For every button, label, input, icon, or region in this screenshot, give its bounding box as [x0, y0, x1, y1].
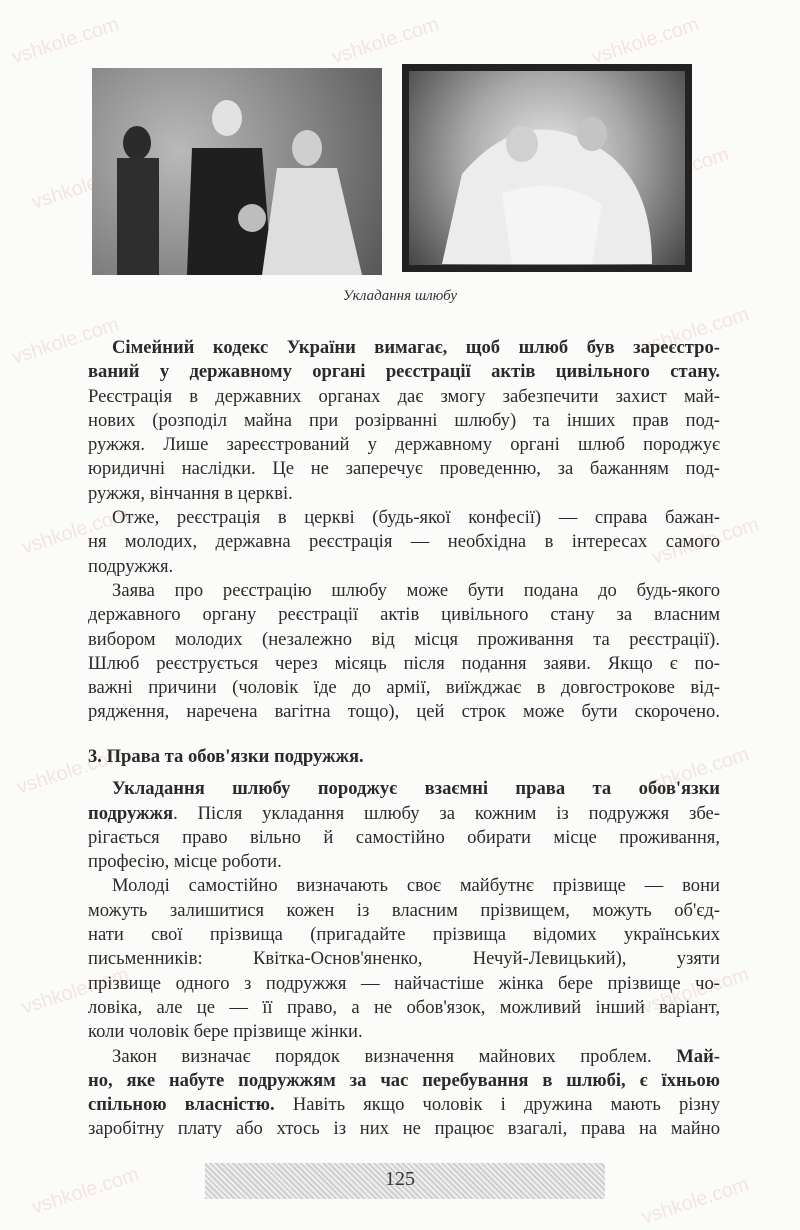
text: ружжя, вінчання в церкві.: [88, 482, 293, 504]
text-line: [88, 802, 720, 826]
text-line: [88, 676, 720, 700]
text-line: [88, 1045, 720, 1069]
watermark-text: vshkole.com: [9, 13, 122, 69]
spacer: [88, 769, 720, 777]
text: Отже, реєстрація в церкві (будь-якої конфесії) — справа бажан-: [112, 507, 720, 529]
text: подружжя.: [88, 555, 174, 577]
text-line: [88, 457, 720, 481]
wedding-couple-illustration: [92, 68, 382, 275]
wedding-registration-photo: [92, 68, 382, 275]
text-line: [88, 336, 720, 360]
text: юридичні наслідки. Це не заперечує проведенню, за бажанням под-: [88, 458, 720, 480]
text-line: [88, 555, 720, 579]
text: професію, місце роботи.: [88, 851, 282, 873]
text: Реєстрація в державних органах дає змогу забезпечити захист май-: [88, 385, 720, 407]
section-heading: [88, 745, 720, 769]
text: нати свої прізвища (пригадайте прізвища відомих українських: [88, 924, 720, 946]
watermark-text: vshkole.com: [9, 313, 122, 369]
text-line: [88, 506, 720, 530]
text-line: [88, 826, 720, 850]
text: коли чоловік бере прізвище жінки.: [88, 1021, 363, 1043]
text: Навіть якщо чоловік і дружина мають різну: [274, 1094, 721, 1116]
text-line: [88, 409, 720, 433]
watermark-text: vshkole.com: [29, 1163, 142, 1219]
text-line: [88, 996, 720, 1020]
watermark-text: vshkole.com: [19, 503, 132, 559]
bold-text: Сімейний кодекс України вимагає, щоб шлюб був зареєстро-: [112, 337, 720, 358]
text-line: [88, 360, 720, 384]
text-line: [88, 1117, 720, 1141]
text: Шлюб реєструється через місяць після подання заяви. Якщо є по-: [88, 652, 720, 674]
text: прізвище одного з подружжя — найчастіше жінка бере прізвище чо-: [88, 972, 720, 994]
text-line: [88, 923, 720, 947]
watermark-text: vshkole.com: [329, 13, 442, 69]
text-line: [88, 628, 720, 652]
text-block-marriage-registration: [88, 336, 720, 725]
text: ловіка, але це — її право, а не обов'язок, можливий інший варіант,: [88, 996, 720, 1018]
text-line: [88, 530, 720, 554]
page-number: 125: [385, 1168, 415, 1190]
watermark-text: vshkole.com: [589, 13, 702, 69]
text-line: [88, 899, 720, 923]
watermark-text: vshkole.com: [639, 303, 752, 359]
watermark-text: vshkole.com: [19, 963, 132, 1019]
text-line: [88, 433, 720, 457]
text: ня молодих, державна реєстрація — необхідна в інтересах самого: [88, 531, 720, 553]
text-line: [88, 385, 720, 409]
text: заробітну плату або хтось із них не працює взагалі, права на майно: [88, 1118, 720, 1140]
text-line: [88, 652, 720, 676]
text: Закон визначає порядок визначення майнових проблем.: [112, 1045, 677, 1067]
text-line: [88, 482, 720, 506]
watermark-text: vshkole.com: [639, 743, 752, 799]
bold-text: спільною власністю.: [88, 1094, 275, 1116]
watermark-text: vshkole.com: [639, 1173, 752, 1229]
text-line: [88, 700, 720, 724]
watermark-text: vshkole.com: [29, 158, 142, 214]
text-line: [88, 1020, 720, 1044]
text-line: [88, 1069, 720, 1093]
text-line: [88, 603, 720, 627]
bold-text: Май-: [676, 1045, 720, 1067]
text: важні причини (чоловік їде до армії, виїжджає в довгострокове від-: [88, 677, 720, 699]
text-line: [88, 579, 720, 603]
wedding-ceremony-photo: [402, 64, 692, 272]
text-line: [88, 947, 720, 971]
watermark-text: vshkole.com: [649, 513, 762, 569]
text: . Після укладання шлюбу за кожним із подружжя збе-: [173, 802, 720, 824]
watermark-text: vshkole.com: [14, 743, 127, 799]
bold-text: ваний у державному органі реєстрації актів цивільного стану.: [88, 361, 720, 383]
bold-text: Укладання шлюбу породжує взаємні права та обов'язки: [112, 778, 720, 800]
text: вибором молодих (незалежно від місця проживання та реєстрації).: [88, 628, 720, 650]
text: рядження, наречена вагітна тощо), цей строк може бути скорочено.: [88, 701, 720, 723]
text-line: [88, 874, 720, 898]
text: письменників: Квітка-Основ'яненко, Нечуй-Левицький), узяти: [88, 948, 720, 970]
text-line: [88, 1093, 720, 1117]
text: Молоді самостійно визначають своє майбутнє прізвище — вони: [112, 875, 720, 897]
text-block-spouse-rights: [88, 745, 720, 1142]
text: нових (розподіл майна при розірванні шлюбу) та інших прав под-: [88, 409, 720, 431]
text-line: [88, 777, 720, 801]
text-line: [88, 972, 720, 996]
bold-text: подружжя: [88, 802, 174, 824]
figure-caption: Укладання шлюбу: [342, 288, 458, 304]
text: рігається право вільно й самостійно обирати місце проживання,: [88, 826, 720, 848]
text-line: [88, 850, 720, 874]
text: ружжя. Лише зареєстрований у державному органі шлюб породжує: [88, 434, 720, 456]
text: державного органу реєстрації актів цивільного стану за власним: [88, 604, 720, 626]
bold-text: но, яке набуте подружжям за час перебування в шлюбі, є їхньою: [88, 1069, 720, 1091]
text: Заява про реєстрацію шлюбу може бути подана до будь-якого: [112, 579, 720, 601]
bold-text: 3. Права та обов'язки подружжя.: [88, 746, 364, 767]
wedding-ceremony-illustration: [402, 64, 692, 272]
text: можуть залишитися кожен із власним прізвищем, можуть об'єд-: [88, 899, 720, 921]
watermark-text: vshkole.com: [639, 963, 752, 1019]
